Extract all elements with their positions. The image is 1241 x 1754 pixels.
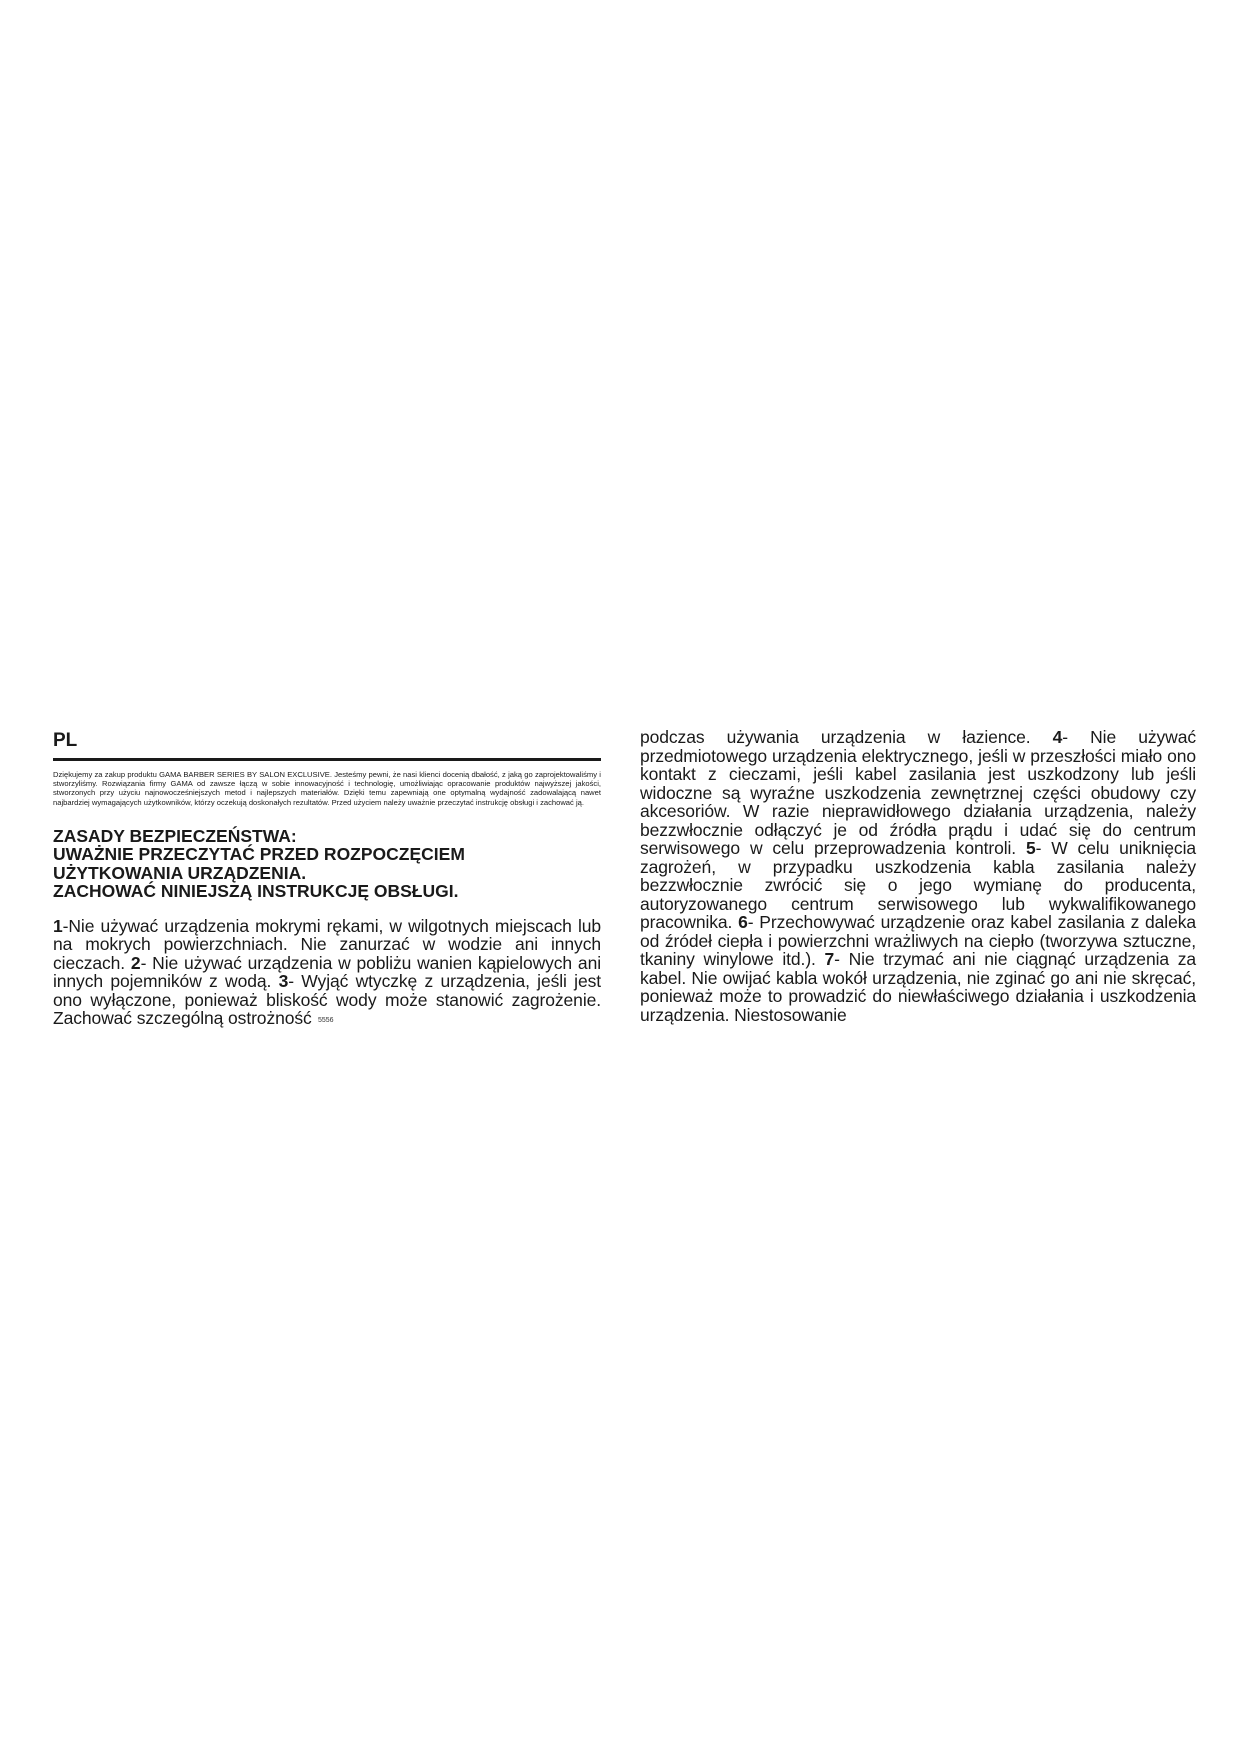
left-body-text — [53, 917, 601, 1028]
right-body-text — [640, 728, 1196, 1024]
item-text-3: - Wyjąć wtyczkę z urządzenia, jeśli jest ono wyłączone, ponieważ bliskość wody może stanowić zagrożenie. Zachować szczególną ostrożność — [53, 971, 601, 1029]
right-column — [640, 728, 1196, 1024]
item-number-5: 5 — [1025, 838, 1036, 858]
item-number-4: 4 — [1052, 727, 1063, 747]
item-number-1: 1 — [53, 915, 63, 936]
safety-heading-line-4: ZACHOWAĆ NINIEJSZĄ INSTRUKCJĘ OBSŁUGI. — [53, 881, 459, 902]
item-text-6: - Przechowywać urządzenie oraz kabel zasilania z daleka od źródeł ciepła i powierzchni wrażliwych na ciepło (tworzywa sztuczne, tkaniny winylowe itd.). — [640, 912, 1196, 969]
language-tag: PL — [53, 730, 78, 751]
item-number-3: 3 — [278, 971, 289, 992]
safety-heading-line-1: ZASADY BEZPIECZEŃSTWA: — [53, 825, 297, 846]
item-text-7: - Nie trzymać ani nie ciągnąć urządzenia za kabel. Nie owijać kabla wokół urządzenia, nie zginać go ani nie skręcać, ponieważ może to prowadzić do niewłaściwego działania i uszkodzenia urządzenia. Niestosowanie — [640, 949, 1196, 1025]
header-divider — [53, 758, 601, 761]
page-number: 5556 — [318, 1017, 334, 1024]
left-column — [53, 730, 601, 1028]
item-text-1: -Nie używać urządzenia mokrymi rękami, w wilgotnych miejscach lub na mokrych powierzchniach. Nie zanurzać w wodzie ani innych cieczach. — [53, 915, 601, 973]
item-number-2: 2 — [130, 952, 141, 973]
item-text-5: - W celu uniknięcia zagrożeń, w przypadku uszkodzenia kabla zasilania należy bezzwłocznie zwrócić się o jego wymianę do producenta, autoryzowanego centrum serwisowego lub wykwalifikowanego pracownika. — [640, 838, 1196, 932]
safety-heading — [53, 827, 601, 901]
safety-heading-line-3: UŻYTKOWANIA URZĄDZENIA. — [53, 862, 307, 883]
item-text-2: - Nie używać urządzenia w pobliżu wanien kąpielowych ani innych pojemników z wodą. — [53, 952, 601, 992]
item-number-7: 7 — [824, 949, 835, 969]
safety-heading-line-2: UWAŻNIE PRZECZYTAĆ PRZED ROZPOCZĘCIEM — [53, 844, 465, 865]
intro-paragraph: Dziękujemy za zakup produktu GAMA BARBER SERIES BY SALON EXCLUSIVE. Jesteśmy pewni, że nasi klienci docenią dbałość, z jaką go zaprojektowaliśmy i stworzyliśmy. Rozwiązania firmy GAMA od zawsze łączą w sobie innowacyjność i technologię, umożliwiając opracowanie produktów najwyższej jakości, stworzonych przy użyciu najnowocześniejszych metod i najlepszych materiałów. Dzięki temu zapewniają one optymalną wydajność zadowalającą nawet najbardziej wymagających użytkowników, którzy oczekują doskonałych rezultatów. Przed użyciem należy uważnie przeczytać instrukcję obsługi i zachować ją. — [53, 770, 601, 807]
item-number-6: 6 — [738, 912, 748, 932]
item-text-3-continued: podczas używania urządzenia w łazience. — [640, 727, 1053, 747]
item-text-4: - Nie używać przedmiotowego urządzenia elektrycznego, jeśli w przeszłości miało ono kontakt z cieczami, jeśli kabel zasilania jest uszkodzony lub jeśli widoczne są wyraźne uszkodzenia zewnętrznej części obudowy czy akcesoriów. W razie nieprawidłowego działania urządzenia, należy bezzwłocznie odłączyć je od źródła prądu i udać się do centrum serwisowego w celu przeprowadzenia kontroli. — [640, 727, 1196, 858]
